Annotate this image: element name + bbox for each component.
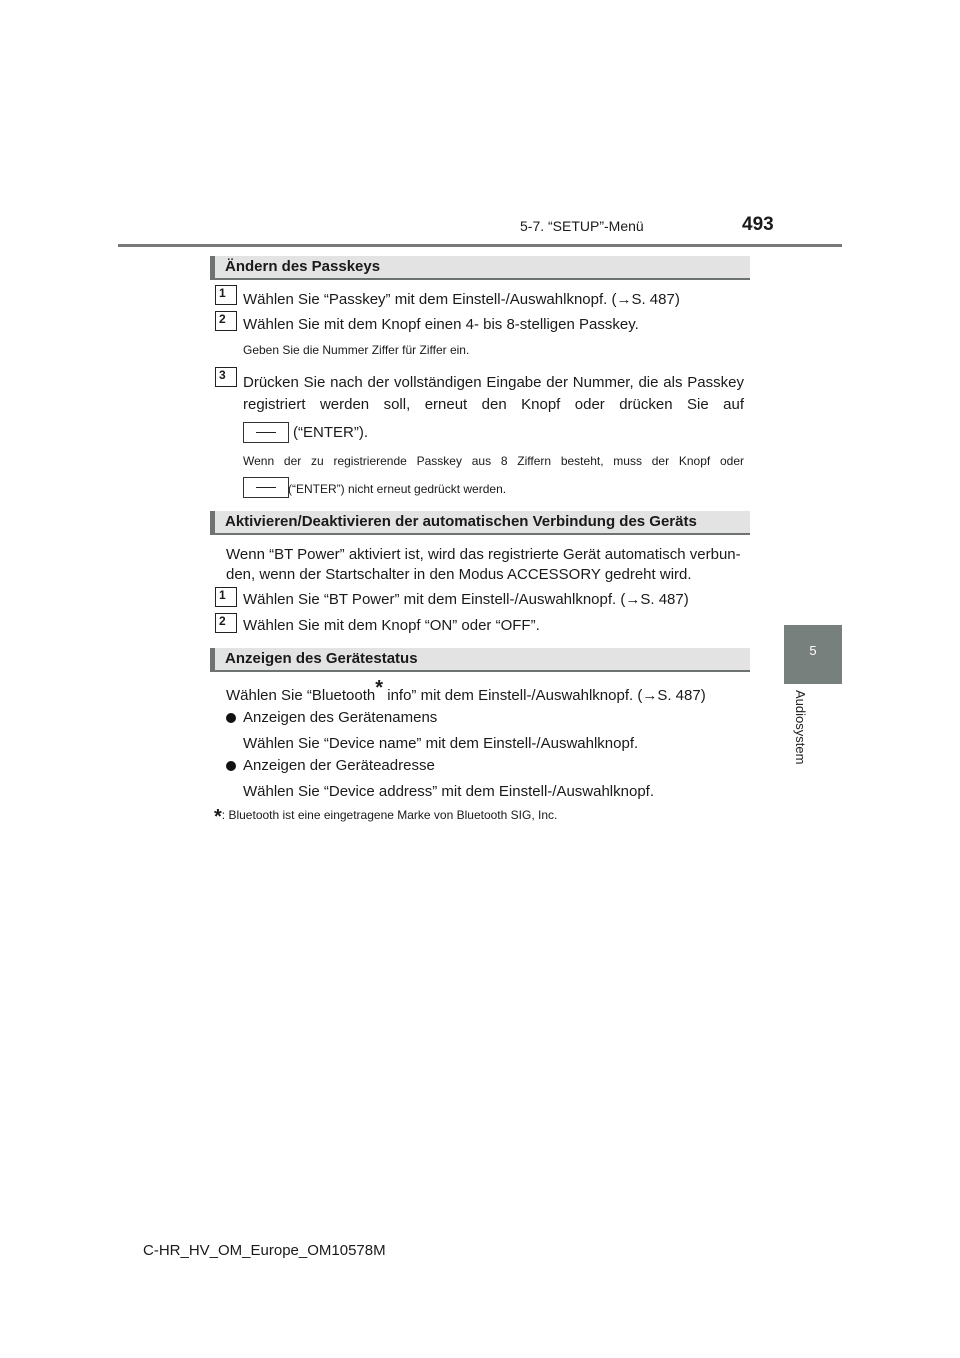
step-text: Wählen Sie “Passkey” mit dem Einstell-/Auswahlknopf. (→S. 487) <box>243 291 680 308</box>
intro-text-end: info” mit dem Einstell-/Auswahlknopf. (→S. 487) <box>383 687 706 704</box>
asterisk-mark: * <box>375 677 384 699</box>
intro-text: Wenn “BT Power” aktiviert ist, wird das registrierte Gerät automatisch verbun- <box>226 546 741 563</box>
step-text: Drücken Sie nach der vollständigen Eingabe der Nummer, die als Passkey <box>243 374 744 391</box>
bullet-icon <box>226 761 236 771</box>
chapter-tab <box>784 625 842 684</box>
step-number: 2 <box>215 311 237 331</box>
chapter-title: Audiosystem <box>793 690 808 765</box>
chapter-number: 5 <box>809 643 817 658</box>
intro-text-start: Wählen Sie “Bluetooth <box>226 687 376 704</box>
step-text: Wählen Sie mit dem Knopf “ON” oder “OFF”. <box>243 617 540 634</box>
step-note: Wenn der zu registrierende Passkey aus 8 Ziffern besteht, muss der Knopf oder <box>243 454 744 468</box>
step-number: 1 <box>215 285 237 305</box>
section-heading-auto-connect: Aktivieren/Deaktivieren der automatischen Verbindung des Geräts <box>210 511 750 535</box>
section-title: 5-7. “SETUP”-Menü <box>520 218 644 234</box>
step-note: (“ENTER”) nicht erneut gedrückt werden. <box>288 482 507 496</box>
enter-button-icon <box>243 422 289 443</box>
enter-button-icon <box>243 477 289 498</box>
step-text: (“ENTER”). <box>293 424 368 441</box>
bullet-text: Wählen Sie “Device name” mit dem Einstell-/Auswahlknopf. <box>243 735 639 752</box>
section-heading-passkey: Ändern des Passkeys <box>210 256 750 280</box>
step-text: registriert werden soll, erneut den Knopf oder drücken Sie auf <box>243 396 744 413</box>
step-text: Wählen Sie “BT Power” mit dem Einstell-/Auswahlknopf. (→S. 487) <box>243 591 689 608</box>
footnote <box>214 806 558 828</box>
step-number: 2 <box>215 613 237 633</box>
bullet-title: Anzeigen der Geräteadresse <box>243 757 435 774</box>
header-divider <box>118 244 842 247</box>
section-heading-device-status: Anzeigen des Gerätestatus <box>210 648 750 672</box>
step-number: 3 <box>215 367 237 387</box>
step-text: Wählen Sie mit dem Knopf einen 4- bis 8-stelligen Passkey. <box>243 316 639 333</box>
step-note: Geben Sie die Nummer Ziffer für Ziffer ein. <box>243 343 470 357</box>
bullet-title: Anzeigen des Gerätenamens <box>243 709 438 726</box>
page-number: 493 <box>742 214 774 235</box>
intro-text: den, wenn der Startschalter in den Modus ACCESSORY gedreht wird. <box>226 566 692 583</box>
manual-code: C-HR_HV_OM_Europe_OM10578M <box>143 1242 386 1259</box>
footnote-text: : Bluetooth ist eine eingetragene Marke von Bluetooth SIG, Inc. <box>221 808 558 822</box>
bullet-text: Wählen Sie “Device address” mit dem Einstell-/Auswahlknopf. <box>243 783 654 800</box>
intro-text <box>226 677 706 705</box>
footnote-asterisk: * <box>214 806 222 828</box>
step-number: 1 <box>215 587 237 607</box>
bullet-icon <box>226 713 236 723</box>
